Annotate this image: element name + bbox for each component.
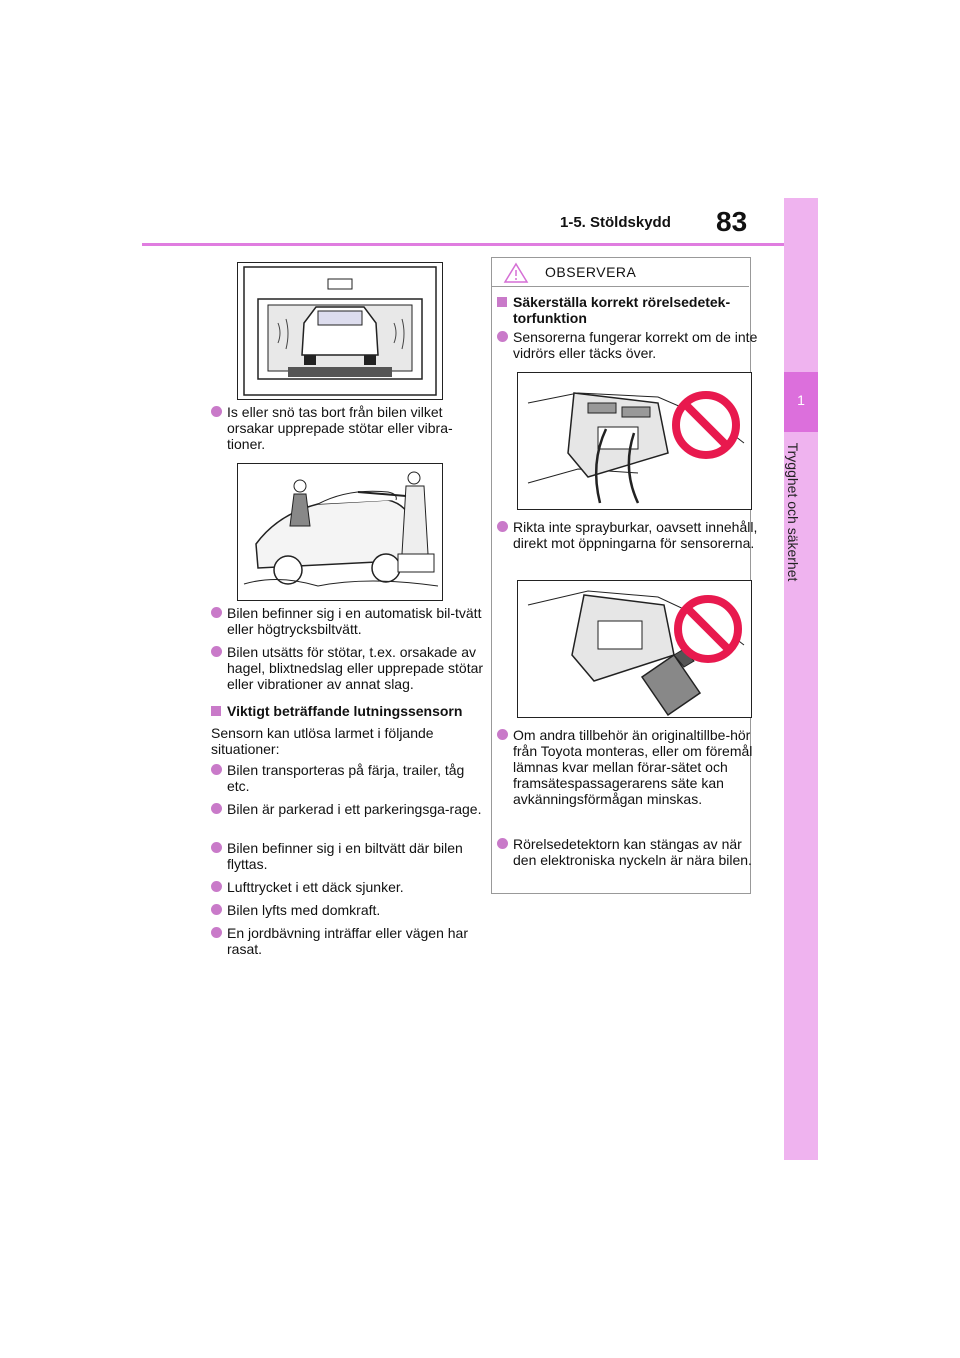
bullet-icon bbox=[497, 331, 508, 342]
bullet-icon bbox=[211, 803, 222, 814]
page-number: 83 bbox=[716, 206, 748, 237]
list-item: Bilen är parkerad i ett parkeringsga-rage. bbox=[211, 801, 489, 817]
spray-can-illustration bbox=[517, 580, 752, 718]
bullet-icon bbox=[211, 764, 222, 775]
bullet-icon bbox=[211, 406, 222, 417]
list-item: En jordbävning inträffar eller vägen har rasat. bbox=[211, 925, 489, 957]
bullet-icon bbox=[211, 904, 222, 915]
intro-text: Sensorn kan utlösa larmet i följande situationer: bbox=[211, 725, 434, 757]
bullet-icon bbox=[211, 842, 222, 853]
bullet-icon bbox=[211, 646, 222, 657]
list-item: Is eller snö tas bort från bilen vilket orsakar upprepade stötar eller vibra-tioner. bbox=[211, 404, 489, 452]
bullet-icon bbox=[497, 521, 508, 532]
list-item: Bilen lyfts med domkraft. bbox=[211, 902, 489, 918]
list-item: Om andra tillbehör än originaltillbe-hör från Toyota monteras, eller om föremål lämnas kvar mellan förar-sätet och framsätespassagerarens säte kan avkänningsförmågan minskas. bbox=[497, 727, 761, 807]
list-item: Bilen befinner sig i en biltvätt där bilen flyttas. bbox=[211, 840, 489, 872]
square-bullet-icon bbox=[497, 297, 507, 307]
bullet-icon bbox=[497, 838, 508, 849]
chapter-title: Trygghet och säkerhet bbox=[785, 442, 801, 582]
square-bullet-icon bbox=[211, 706, 221, 716]
bullet-icon bbox=[211, 607, 222, 618]
list-item: Bilen befinner sig i en automatisk bil-tvätt eller högtrycksbiltvätt. bbox=[211, 605, 489, 637]
bullet-icon bbox=[497, 729, 508, 740]
notice-title: OBSERVERA bbox=[545, 264, 637, 280]
snow-removal-illustration bbox=[237, 463, 443, 601]
notice-heading: Säkerställa korrekt rörelsedetek-torfunktion bbox=[497, 294, 761, 326]
list-item: Sensorerna fungerar korrekt om de inte vidrörs eller täcks över. bbox=[497, 329, 761, 361]
section-title: 1-5. Stöldskydd bbox=[560, 214, 671, 231]
header-rule bbox=[142, 243, 784, 246]
list-item: Lufttrycket i ett däck sjunker. bbox=[211, 879, 489, 895]
chapter-number: 1 bbox=[797, 392, 805, 408]
bullet-icon bbox=[211, 927, 222, 938]
chapter-tab bbox=[784, 198, 818, 1160]
list-item: Bilen transporteras på färja, trailer, tåg etc. bbox=[211, 762, 489, 794]
sensor-touch-illustration bbox=[517, 372, 752, 510]
bullet-icon bbox=[211, 881, 222, 892]
car-wash-illustration bbox=[237, 262, 443, 400]
list-item: Rikta inte sprayburkar, oavsett innehåll, direkt mot öppningarna för sensorerna. bbox=[497, 519, 761, 551]
list-item: Rörelsedetektorn kan stängas av när den elektroniska nyckeln är nära bilen. bbox=[497, 836, 761, 868]
warning-icon bbox=[503, 262, 529, 284]
subheading: Viktigt beträffande lutningssensorn bbox=[211, 703, 489, 719]
list-item: Bilen utsätts för stötar, t.ex. orsakade av hagel, blixtnedslag eller upprepade stötar eller vibrationer av annat slag. bbox=[211, 644, 489, 692]
